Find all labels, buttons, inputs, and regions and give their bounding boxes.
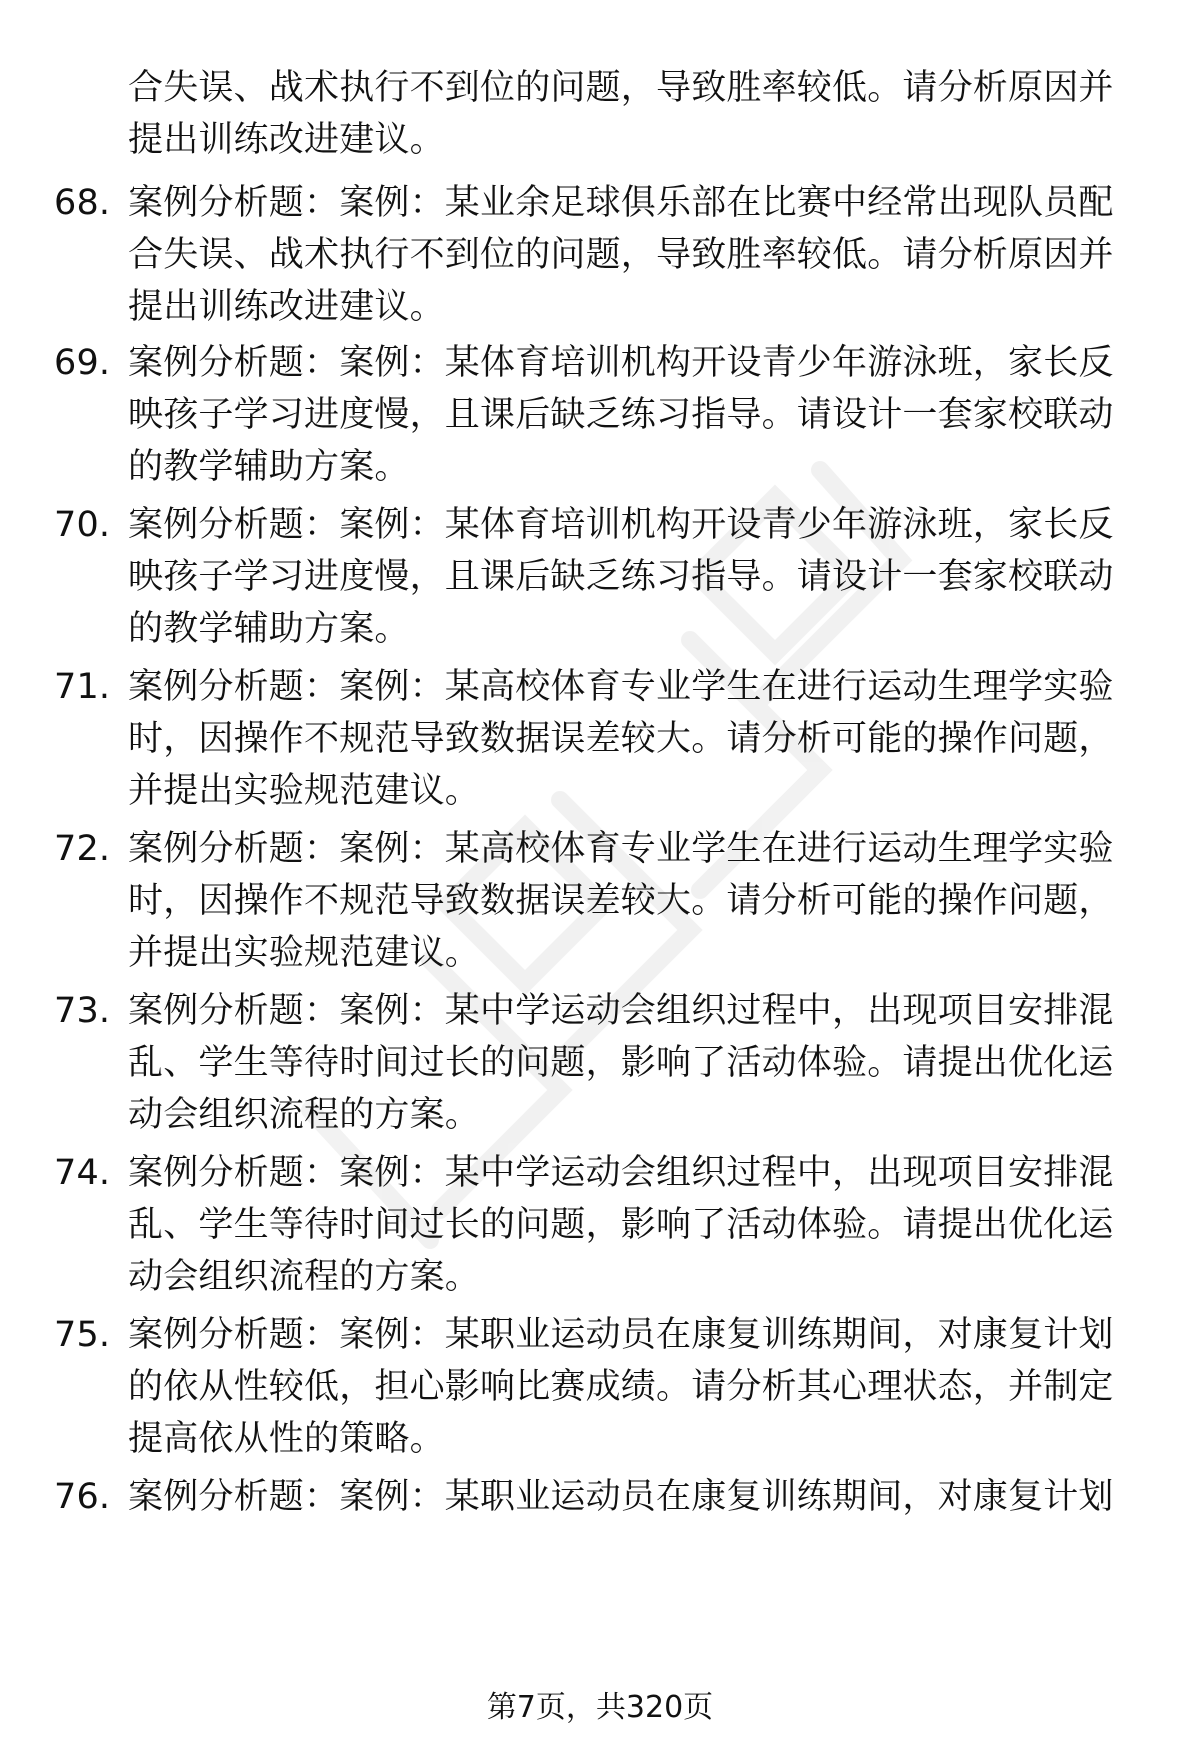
question-text: 案例分析题：案例：某中学运动会组织过程中，出现项目安排混乱、学生等待时间过长的问题，影响了活动体验。请提出优化运动会组织流程的方案。 <box>128 1153 1114 1297</box>
question-number: 71. <box>54 667 111 707</box>
question-text: 案例分析题：案例：某体育培训机构开设青少年游泳班，家长反映孩子学习进度慢，且课后缺乏练习指导。请设计一套家校联动的教学辅助方案。 <box>128 343 1114 487</box>
continuation-paragraph: 合失误、战术执行不到位的问题，导致胜率较低。请分析原因并提出训练改进建议。 <box>128 68 1114 160</box>
question-number: 72. <box>54 829 111 869</box>
question-number: 68. <box>54 183 111 223</box>
question-text: 案例分析题：案例：某中学运动会组织过程中，出现项目安排混乱、学生等待时间过长的问题，影响了活动体验。请提出优化运动会组织流程的方案。 <box>128 991 1114 1135</box>
question-number: 74. <box>54 1153 111 1193</box>
question-number: 70. <box>54 505 111 545</box>
question-text: 案例分析题：案例：某业余足球俱乐部在比赛中经常出现队员配合失误、战术执行不到位的问题，导致胜率较低。请分析原因并提出训练改进建议。 <box>128 183 1114 327</box>
question-text: 案例分析题：案例：某职业运动员在康复训练期间，对康复计划的依从性较低，担心影响比赛成绩。请分析其心理状态，并制定提高依从性的策略。 <box>128 1315 1114 1459</box>
question-text: 案例分析题：案例：某高校体育专业学生在进行运动生理学实验时，因操作不规范导致数据误差较大。请分析可能的操作问题，并提出实验规范建议。 <box>128 829 1114 973</box>
question-text: 案例分析题：案例：某职业运动员在康复训练期间，对康复计划 <box>128 1477 1114 1517</box>
page-footer: 第7页，共320页 <box>486 1690 714 1725</box>
question-number: 69. <box>54 343 111 383</box>
question-number: 73. <box>54 991 111 1031</box>
question-text: 案例分析题：案例：某体育培训机构开设青少年游泳班，家长反映孩子学习进度慢，且课后缺乏练习指导。请设计一套家校联动的教学辅助方案。 <box>128 505 1114 649</box>
question-number: 75. <box>54 1315 111 1355</box>
question-number: 76. <box>54 1477 111 1517</box>
question-text: 案例分析题：案例：某高校体育专业学生在进行运动生理学实验时，因操作不规范导致数据误差较大。请分析可能的操作问题，并提出实验规范建议。 <box>128 667 1114 811</box>
